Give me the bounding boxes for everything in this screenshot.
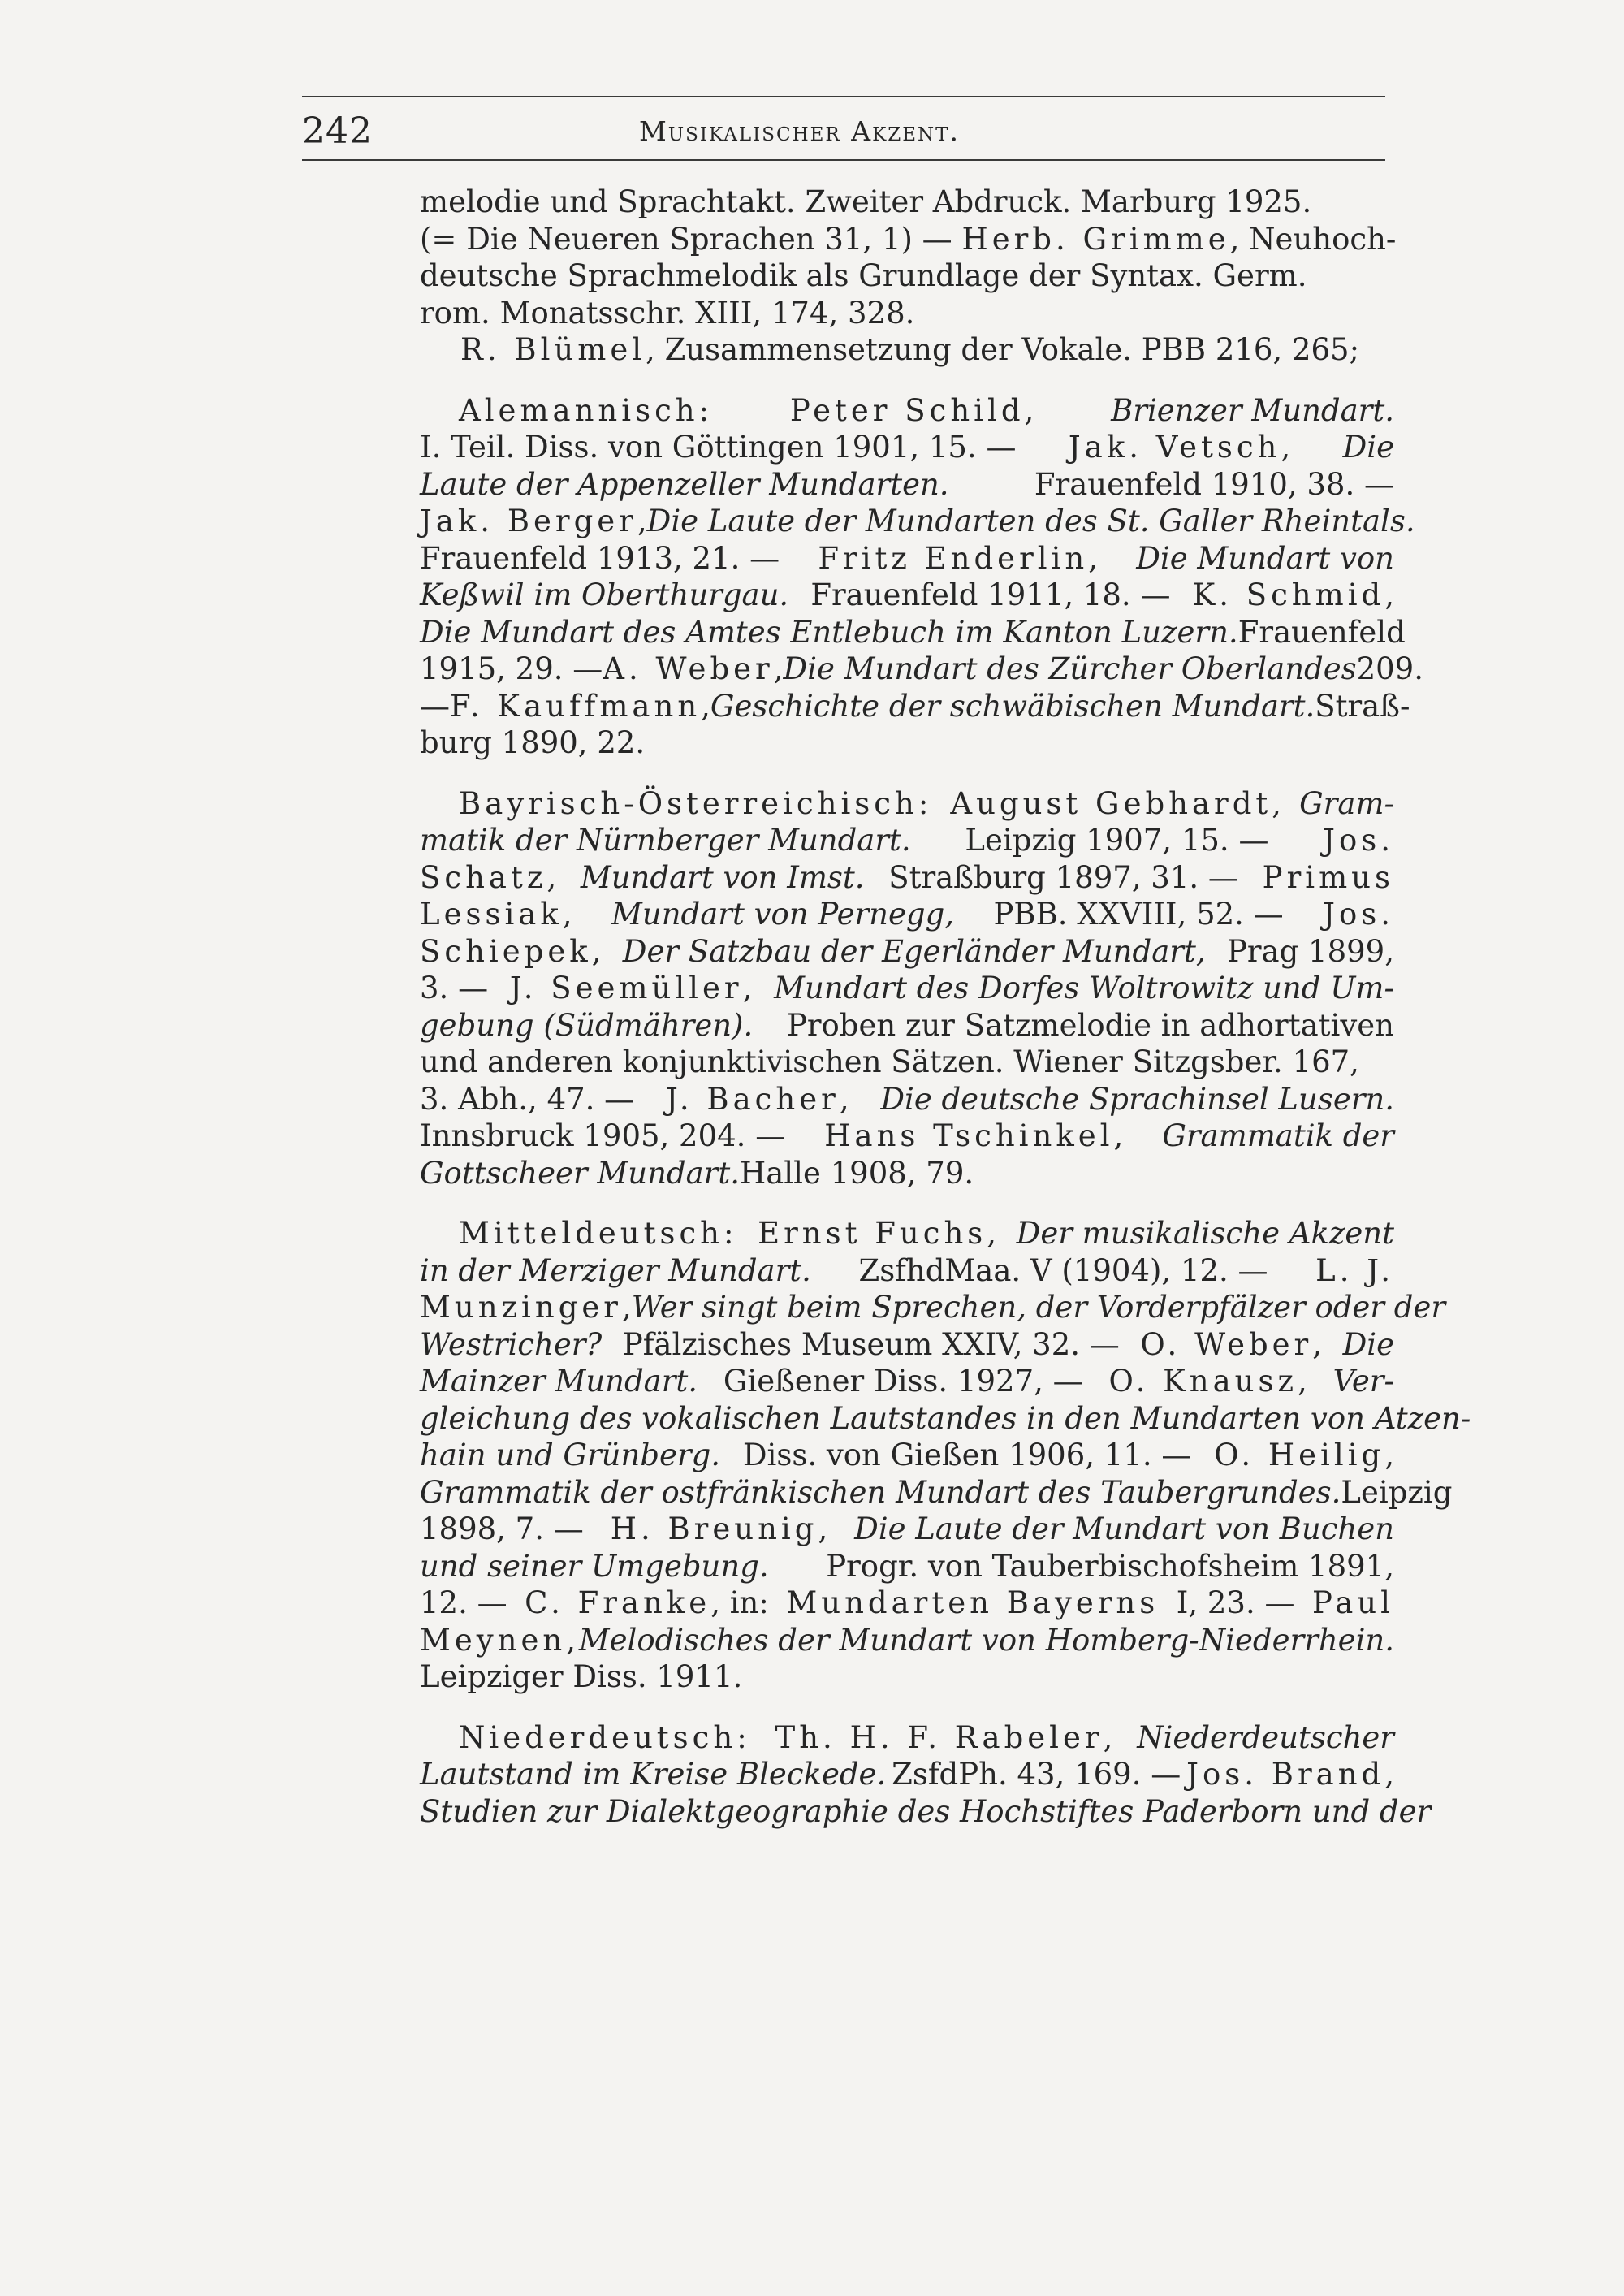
text-line: burg 1890, 22. [420,725,646,760]
text-line: 1915, 29. — A. Weber, Die Mundart des Zürcher Oberlandes 209. [420,651,1423,686]
author-name: Schatz [420,859,547,895]
work-title: Ver- [1332,1364,1394,1399]
work-title: Lautstand im Kreise Bleckede. [420,1757,887,1792]
paragraph-intro [420,184,1397,369]
work-title: Wer singt beim Sprechen, der Vorderpfälzer oder der [631,1290,1446,1325]
text-line: und anderen konjunktivischen Sätzen. Wiener Sitzgsber. 167, [420,1044,1359,1079]
text-line: Westricher? Pfälzisches Museum XXIV, 32. — O. Weber, Die [420,1326,1394,1362]
text-line: matik der Nürnberger Mundart. Leipzig 1907, 15. — Jos. [420,823,1394,858]
text-line: Schatz, Mundart von Imst. Straßburg 1897, 31. — Primus [420,859,1394,895]
author-name: Jak. Vetsch [1068,430,1281,465]
text-line: rom. Monatsschr. XIII, 174, 328. [420,295,915,331]
text-line: in der Merziger Mundart. ZsfhdMaa. V (1904), 12. — L. J. [420,1252,1394,1288]
work-title: Die Laute der Mundart von Buchen [854,1511,1394,1546]
text-line: hain und Grünberg. Diss. von Gießen 1906, 11. — O. Heilig, [420,1438,1394,1472]
text-line: Frauenfeld 1913, 21. — Fritz Enderlin, Die Mundart von [420,540,1394,576]
text-line: Laute der Appenzeller Mundarten. Frauenfeld 1910, 38. — [420,466,1394,502]
author-name: Jos. Brand [1186,1757,1385,1792]
text-line: 12. — C. Franke, in: Mundarten Bayerns I, 23. — Paul [420,1585,1394,1620]
author-name: Jos. [1323,897,1394,932]
author-name: Primus [1262,859,1394,895]
work-title: Brienzer Mundart. [1111,392,1394,428]
paragraph-bayrisch [420,785,1394,1192]
work-title: hain und Grünberg. [420,1438,721,1472]
text-line: Keßwil im Oberthurgau. Frauenfeld 1911, 18. — K. Schmid, [420,577,1394,612]
text-line: R. Blümel , Zusammensetzung der Vokale. PBB 216, 265; [460,332,1360,367]
text-line: Gottscheer Mundart. Halle 1908, 79. [420,1155,974,1191]
author-name: Paul [1312,1585,1394,1620]
author-name: Jos. [1323,823,1394,858]
work-title: und seiner Umgebung. [420,1548,769,1584]
work-title: Keßwil im Oberthurgau. [420,577,789,612]
author-name: J. Bacher [665,1081,840,1117]
text-line: 3. Abh., 47. — J. Bacher, Die deutsche Sprachinsel Lusern. [420,1081,1394,1117]
paragraph-niederdeutsch [420,1719,1432,1831]
work-title: Die Mundart von [1136,540,1394,576]
text-line: Schiepek, Der Satzbau der Egerländer Mundart, Prag 1899, [420,933,1394,969]
page-number: 242 [302,110,373,152]
text-line: Jak. Berger, Die Laute der Mundarten des St. Galler Rheintals. [420,504,1415,538]
text-line: — F. Kauffmann, Geschichte der schwäbischen Mundart. Straß- [420,688,1410,724]
text-line: Alemannisch: Peter Schild, Brienzer Mundart. [459,392,1394,428]
text-line: Mainzer Mundart. Gießener Diss. 1927, — O. Knausz, Ver- [420,1364,1394,1399]
author-name: F. Kauffmann [450,688,702,724]
work-title: Die [1342,430,1394,465]
work-title: matik der Nürnberger Mundart. [420,823,911,858]
work-title: Der Satzbau der Egerländer Mundart, [622,933,1206,969]
text-line: Innsbruck 1905, 204. — Hans Tschinkel, Grammatik der [420,1118,1394,1153]
work-title: Grammatik der [1162,1118,1394,1153]
work-title: Die Mundart des Amtes Entlebuch im Kanton Luzern. [420,614,1238,650]
work-title: Melodisches der Mundart von Homberg-Niederrhein. [578,1622,1394,1658]
text-line: Leipziger Diss. 1911. [420,1659,743,1694]
text-line: Munzinger, Wer singt beim Sprechen, der Vorderpfälzer oder der [420,1290,1446,1325]
author-name: Herb. Grimme [961,221,1230,257]
author-name: Meynen [420,1622,567,1658]
work-title: Grammatik der ostfränkischen Mundart des Taubergrundes. [420,1474,1341,1510]
author-name: Hans Tschinkel [824,1118,1114,1153]
author-name: Peter Schild [789,392,1025,428]
paragraph-alemannisch [420,392,1423,762]
text-line: und seiner Umgebung. Progr. von Tauberbischofsheim 1891, [420,1548,1394,1584]
text-line: 1898, 7. — H. Breunig, Die Laute der Mundart von Buchen [420,1511,1394,1546]
text-line: Meynen, Melodisches der Mundart von Homberg-Niederrhein. [420,1622,1394,1658]
header-bottom-rule [302,159,1385,161]
work-title: Studien zur Dialektgeographie des Hochstiftes Paderborn und der [420,1793,1432,1829]
text-line [420,1400,1471,1438]
work-title: Die Mundart des Zürcher Oberlandes [783,651,1357,686]
author-name: Schiepek [420,933,592,969]
section-label: Bayrisch-Österreichisch: [459,785,933,821]
work-title: Gottscheer Mundart. [420,1155,740,1191]
author-name: August Gebhardt [950,785,1272,821]
text-line: (= Die Neueren Sprachen 31, 1) — Herb. Grimme, Neuhoch- [420,221,1397,257]
body-text [420,184,1471,1830]
work-title: Geschichte der schwäbischen Mundart. [710,688,1315,724]
text-line: deutsche Sprachmelodik als Grundlage der Syntax. Germ. [420,258,1307,293]
author-name: J. Seemüller [509,971,743,1005]
work-title: Niederdeutscher [1137,1719,1394,1755]
work-title: Gram- [1299,785,1394,821]
author-name: Lessiak [420,897,563,932]
text-line: Grammatik der ostfränkischen Mundart des Taubergrundes. Leipzig [420,1474,1453,1510]
author-name: Ernst Fuchs [758,1216,987,1251]
text-line: I. Teil. Diss. von Göttingen 1901, 15. — Jak. Vetsch, Die [420,430,1394,465]
running-title: Musikalischer Akzent. [639,115,960,147]
work-title: in der Merziger Mundart. [420,1252,811,1288]
text-line [420,1793,1432,1831]
text-line: gebung (Südmähren). Proben zur Satzmelodie in adhortativen [420,1007,1394,1043]
text-line: Lessiak, Mundart von Pernegg, PBB. XXVIII, 52. — Jos. [420,897,1394,932]
work-title: gleichung des vokalischen Lautstandes in den Mundarten von Atzen- [420,1400,1471,1436]
author-name: C. Franke [525,1585,711,1620]
work-title: Die Laute der Mundarten des St. Galler Rheintals. [646,504,1415,538]
text-line: Lautstand im Kreise Bleckede. ZsfdPh. 43, 169. — Jos. Brand, [420,1757,1394,1792]
work-title: Der musikalische Akzent [1016,1216,1394,1251]
header-top-rule [302,96,1385,97]
series-title: Mundarten Bayerns [786,1585,1160,1620]
work-title: Mundart von Imst. [580,859,865,895]
text-line: Bayrisch-Österreichisch: August Gebhardt, Gram- [459,785,1394,821]
text-line: Niederdeutsch: Th. H. F. Rabeler, Niederdeutscher [459,1719,1394,1755]
author-name: O. Weber [1140,1326,1313,1362]
author-name: O. Knausz [1108,1364,1298,1399]
author-name: Jak. Berger [420,504,637,538]
work-title: gebung (Südmähren). [420,1007,754,1043]
text-line: Mitteldeutsch: Ernst Fuchs, Der musikalische Akzent [459,1216,1394,1251]
author-name: R. Blümel [460,332,646,367]
section-label: Alemannisch: [459,392,714,428]
author-name: A. Weber [603,651,774,686]
author-name: O. Heilig [1214,1438,1385,1472]
work-title: Mainzer Mundart. [420,1364,698,1399]
page-header [302,96,1385,162]
author-name: H. Breunig [610,1511,818,1546]
work-title: Mundart von Pernegg, [611,897,955,932]
work-title: Die [1342,1326,1394,1362]
author-name: K. Schmid [1192,577,1385,612]
work-title: Laute der Appenzeller Mundarten. [420,466,949,502]
work-title: Die deutsche Sprachinsel Lusern. [880,1081,1394,1117]
section-label: Niederdeutsch: [459,1719,751,1755]
work-title: Mundart des Dorfes Woltrowitz und Um- [774,971,1394,1005]
work-title: Westricher? [420,1326,603,1362]
text-line: melodie und Sprachtakt. Zweiter Abdruck. Marburg 1925. [420,184,1312,219]
author-name: L. J. [1315,1252,1394,1288]
author-name: Munzinger [420,1290,622,1325]
author-name: Fritz Enderlin [818,540,1089,576]
text-line: Die Mundart des Amtes Entlebuch im Kanton Luzern. Frauenfeld [420,614,1406,650]
section-label: Mitteldeutsch: [459,1216,738,1251]
author-name: Th. H. F. Rabeler [775,1719,1104,1755]
text-line: 3. — J. Seemüller, Mundart des Dorfes Woltrowitz und Um- [420,971,1394,1005]
paragraph-mitteldeutsch [420,1215,1471,1696]
